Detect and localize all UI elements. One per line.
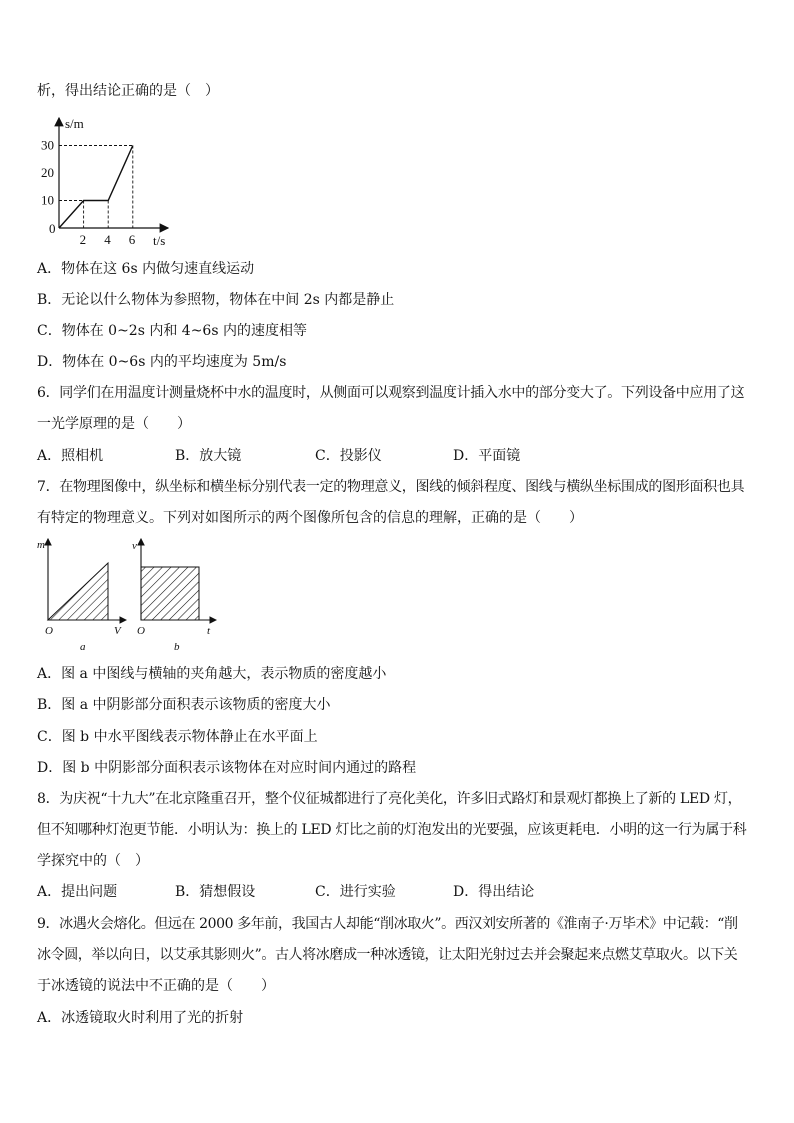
fig-a-y-label: m <box>37 539 45 551</box>
x-tick-label: 4 <box>104 232 111 247</box>
q8-option-c: C．进行实验 <box>315 884 396 900</box>
q9-option-a: A．冰透镜取火时利用了光的折射 <box>37 1010 244 1026</box>
fig-b-shaded-area <box>141 567 199 620</box>
figure-b <box>132 539 216 653</box>
fig-b-caption: b <box>174 641 180 653</box>
q5-option-a: A．物体在这 6s 内做匀速直线运动 <box>37 261 255 277</box>
q9-stem-line3: 于冰透镜的说法中不正确的是（ ） <box>37 978 275 994</box>
y-tick-label: 10 <box>41 192 54 208</box>
q6-stem-line1: 6．同学们在用温度计测量烧杯中水的温度时，从侧面可以观察到温度计插入水中的部分变大了。下列设备中应用了这 <box>37 385 745 401</box>
fig-a-x-label: V <box>114 625 121 637</box>
q5-option-b: B．无论以什么物体为参照物，物体在中间 2s 内都是静止 <box>37 292 395 308</box>
q7-option-a: A．图 a 中图线与横轴的夹角越大，表示物质的密度越小 <box>37 666 387 682</box>
figure-a <box>37 539 126 653</box>
q9-stem-line1: 9．冰遇火会熔化。但远在 2000 多年前，我国古人却能“削冰取火”。西汉刘安所著的《淮南子·万毕术》中记载：“削 <box>37 916 738 932</box>
q8-options <box>37 882 534 902</box>
q6-option-b: B．放大镜 <box>175 448 242 464</box>
q8-stem-line2: 但不知哪种灯泡更节能．小明认为：换上的 LED 灯比之前的灯泡发出的光要强，应该更耗电．小明的这一行为属于科 <box>37 822 747 838</box>
x-axis-label: t/s <box>153 233 166 247</box>
q7-figures <box>34 534 224 656</box>
q8-stem-line3: 学探究中的（ ） <box>37 853 149 869</box>
q9-stem-line2: 冰令圆，举以向日，以艾承其影则火”。古人将冰磨成一种冰透镜，让太阳光射过去并会聚起来点燃艾草取火。以下关 <box>37 947 738 963</box>
fig-a-caption: a <box>80 641 86 653</box>
q6-stem-line2: 一光学原理的是（ ） <box>37 416 191 432</box>
q8-stem-line1: 8．为庆祝“十九大”在北京隆重召开，整个仪征城都进行了亮化美化，许多旧式路灯和景观灯都换上了新的 LED 灯， <box>37 791 742 807</box>
x-tick-label: 2 <box>79 232 87 247</box>
q6-option-d: D．平面镜 <box>453 448 521 464</box>
y-axis-label: s/m <box>65 116 84 131</box>
origin-label: 0 <box>49 221 56 236</box>
fig-b-origin: O <box>137 625 145 637</box>
y-tick-label: 30 <box>41 137 54 153</box>
q6-option-c: C．投影仪 <box>315 448 382 464</box>
q8-option-a: A．提出问题 <box>37 884 118 900</box>
q7-option-d: D．图 b 中阴影部分面积表示该物体在对应时间内通过的路程 <box>37 760 417 776</box>
q8-option-d: D．得出结论 <box>453 884 535 900</box>
q5-option-c: C．物体在 0~2s 内和 4~6s 内的速度相等 <box>37 323 307 339</box>
q7-stem-line1: 7．在物理图像中，纵坐标和横坐标分别代表一定的物理意义，图线的倾斜程度、图线与横纵坐标围成的图形面积也具 <box>37 479 745 495</box>
q7-stem-line2: 有特定的物理意义。下列对如图所示的两个图像所包含的信息的理解，正确的是（ ） <box>37 510 583 526</box>
x-tick-label: 6 <box>128 232 136 247</box>
fig-b-y-label: v <box>132 540 137 552</box>
q7-option-b: B．图 a 中阴影部分面积表示该物质的密度大小 <box>37 697 331 713</box>
y-tick-label: 20 <box>41 165 54 180</box>
fig-b-x-label: t <box>207 625 211 637</box>
fig-a-shaded-area <box>48 563 108 620</box>
q8-option-b: B．猜想假设 <box>175 884 256 900</box>
q5-stem-tail: 析，得出结论正确的是（ ） <box>37 83 219 99</box>
fig-a-origin: O <box>45 625 53 637</box>
q5-st-graph <box>40 112 180 247</box>
q6-options <box>37 446 520 466</box>
q6-option-a: A．照相机 <box>37 448 104 464</box>
q7-option-c: C．图 b 中水平图线表示物体静止在水平面上 <box>37 729 318 745</box>
s-t-line <box>59 146 133 229</box>
q5-option-d: D．物体在 0~6s 内的平均速度为 5m/s <box>37 354 287 370</box>
